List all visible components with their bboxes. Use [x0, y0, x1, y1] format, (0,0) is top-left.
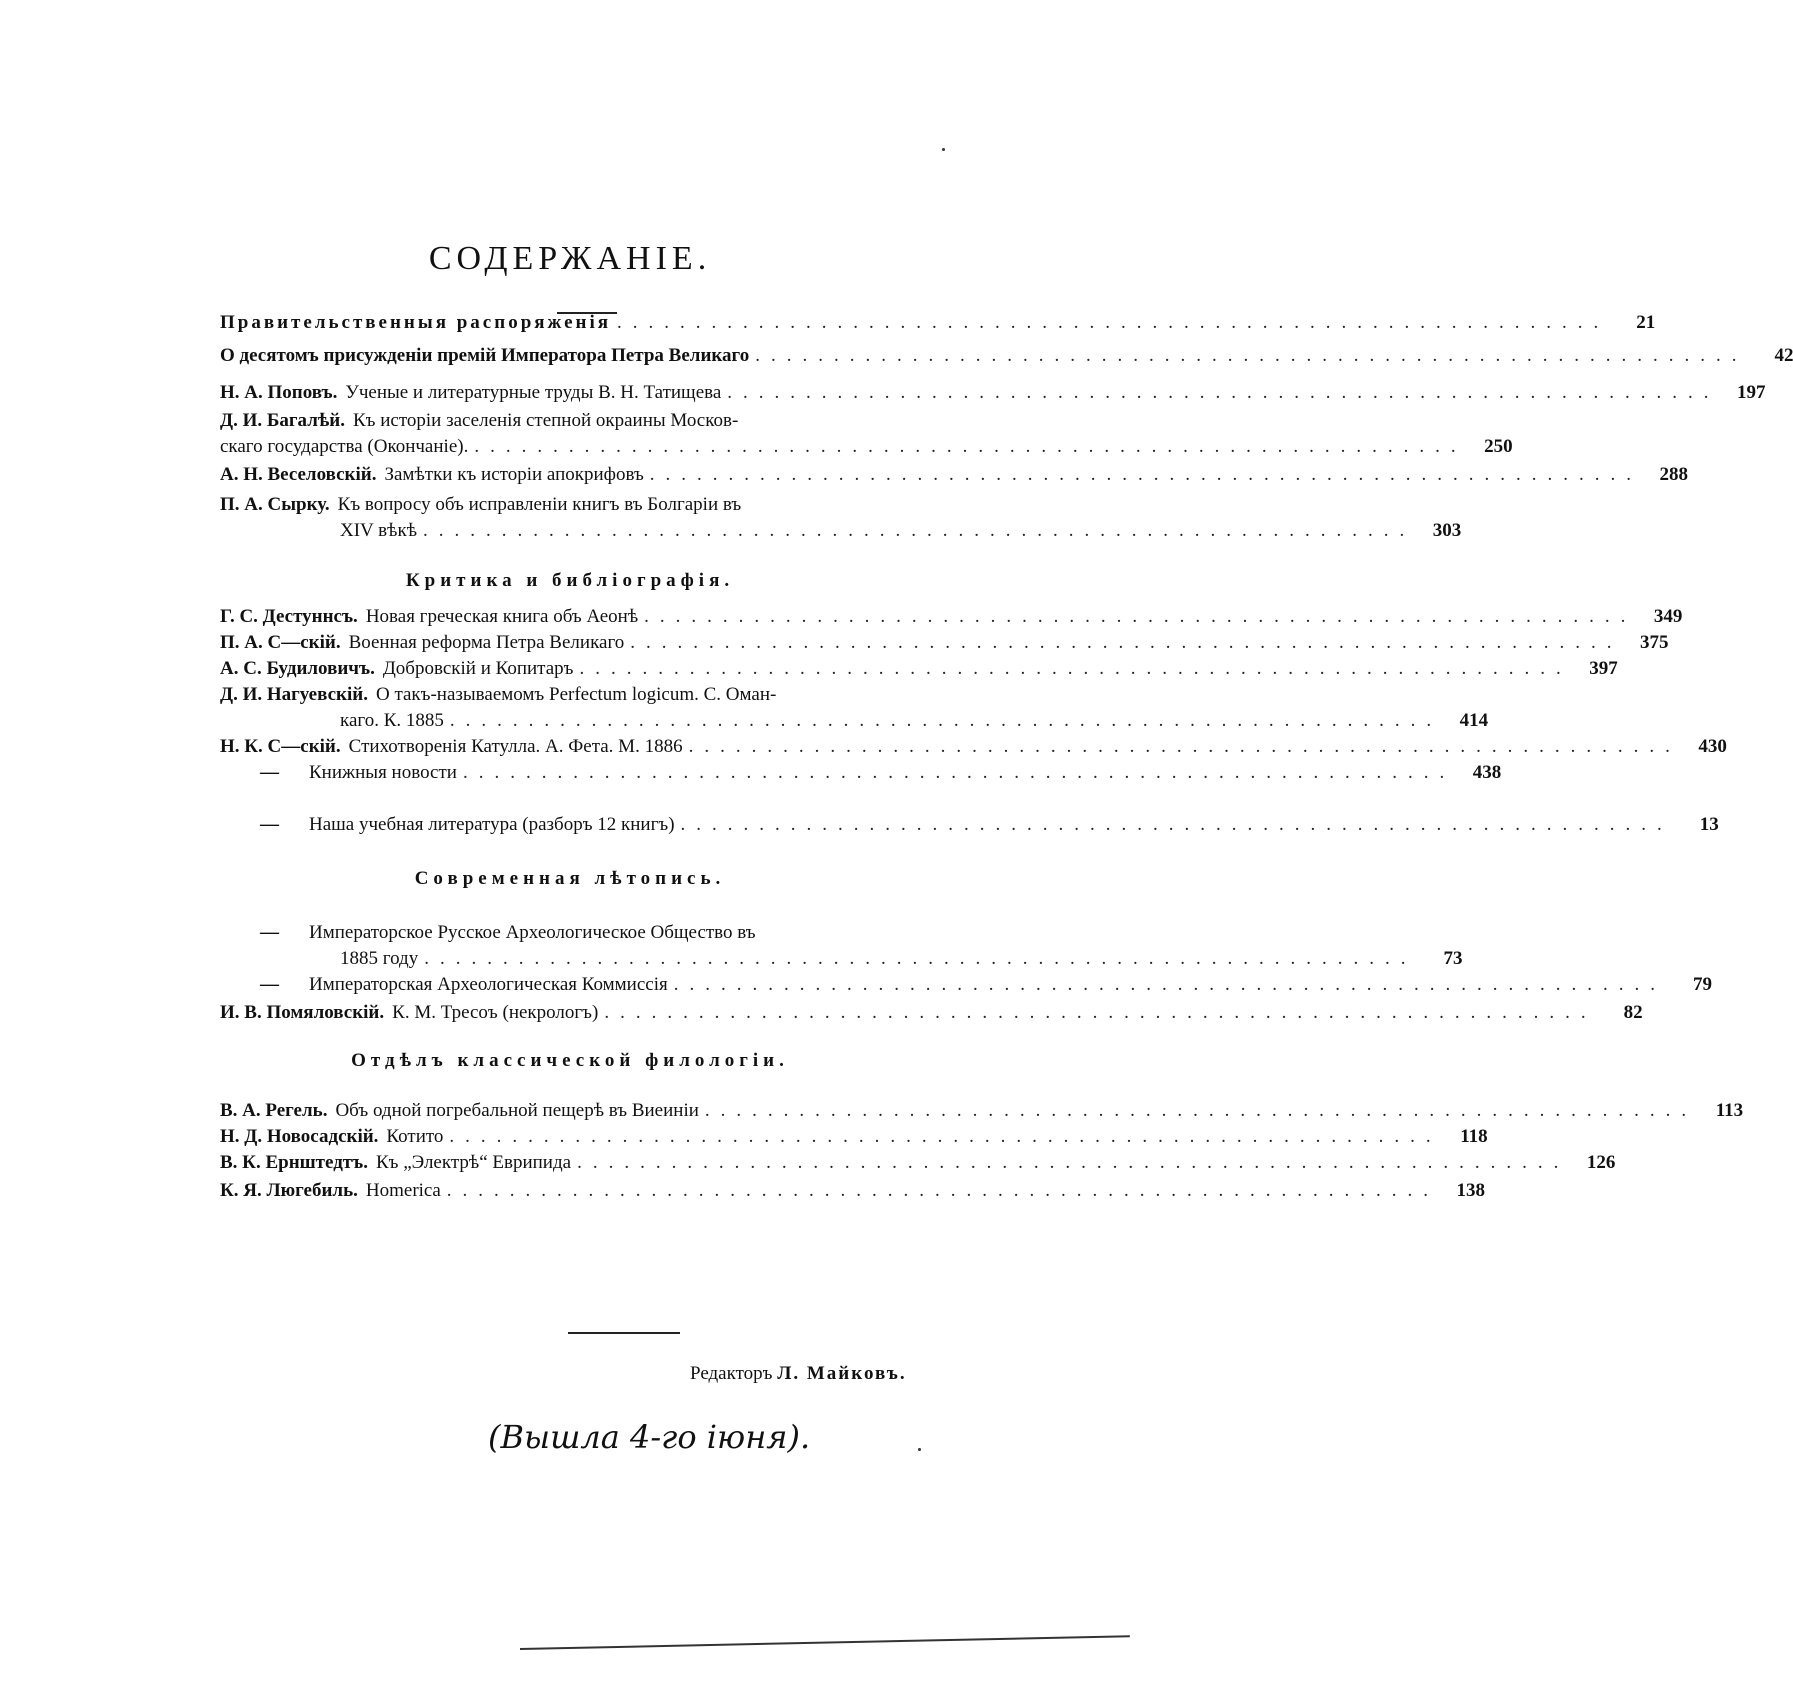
toc-entry	[220, 972, 1712, 998]
section-heading-classical: Отдѣлъ классической филологіи.	[351, 1050, 789, 1071]
toc-entry	[220, 682, 1489, 734]
entry-title: Ученые и литературные труды В. Н. Татищева	[345, 382, 722, 403]
ink-speck	[942, 148, 945, 151]
entry-title: Объ одной погребальной пещерѣ въ Виеиніи	[335, 1100, 699, 1121]
entry-title: Къ вопросу объ исправленіи книгъ въ Болгаріи въ	[337, 494, 742, 515]
toc-entry	[220, 734, 1727, 760]
leader-dots: ...............................................................	[424, 948, 1417, 969]
toc-entry	[220, 408, 1513, 460]
toc-entry	[220, 462, 1689, 488]
page-number: 397	[1589, 658, 1618, 679]
toc-entry	[220, 343, 1793, 369]
editor-name: Л. Майковъ.	[777, 1363, 907, 1384]
page-number: 438	[1472, 762, 1502, 783]
entry-title-cont: скаго государства (Окончаніе).	[220, 436, 469, 457]
entry-title: Наша учебная литература (разборъ 12 книгъ)	[309, 814, 675, 835]
entry-title: Книжныя новости	[309, 762, 457, 783]
leader-dots: ...............................................................	[423, 520, 1416, 541]
page-number: 118	[1460, 1126, 1488, 1147]
entry-author: Д. И. Багалѣй.	[220, 410, 345, 431]
page-title: СОДЕРЖАНІЕ.	[428, 240, 712, 277]
entry-title: К. М. Тресоъ (некрологъ)	[392, 1002, 599, 1023]
entry-title: О десятомъ присужденіи премій Императора Петра Великаго	[220, 345, 750, 366]
entry-author: К. Я. Люгебиль.	[220, 1180, 358, 1201]
toc-entry	[220, 630, 1669, 656]
entry-title: Homerica	[365, 1180, 441, 1201]
section-heading-critique: Критика и библіографія.	[405, 570, 735, 591]
toc-entry	[220, 604, 1683, 630]
entry-title: Къ „Электрѣ“ Еврипида	[375, 1152, 572, 1173]
leader-dots: ...............................................................	[462, 762, 1456, 783]
page-number: 414	[1459, 710, 1489, 731]
toc-entry	[220, 1150, 1616, 1176]
entry-author: И. В. Помяловскій.	[220, 1002, 385, 1023]
page-number: 113	[1715, 1100, 1744, 1121]
entry-title: Императорское Русское Археологическое Общество въ	[309, 922, 756, 943]
toc-entry	[220, 656, 1618, 682]
page-number: 13	[1699, 814, 1719, 835]
entry-dash: —	[260, 762, 279, 783]
entry-author: В. А. Регель.	[220, 1100, 328, 1121]
section-heading-inline: Правительственныя распоряженія	[220, 312, 612, 333]
page-number: 303	[1432, 520, 1462, 541]
toc-entry	[220, 920, 1463, 972]
entry-author: Д. И. Нагуевскій.	[220, 684, 368, 705]
toc-entry	[220, 1000, 1643, 1026]
editor-label: Редакторъ	[690, 1363, 773, 1384]
leader-dots: ...............................................................	[604, 1002, 1597, 1023]
leader-dots: ...............................................................	[449, 1126, 1442, 1147]
entry-title-cont: каго. К. 1885	[340, 710, 444, 731]
leader-dots: ...............................................................	[727, 382, 1720, 403]
leader-dots: ...............................................................	[617, 312, 1610, 333]
entry-title: Новая греческая книга объ Аеонѣ	[365, 606, 639, 627]
entry-author: Н. Д. Новосадскій.	[220, 1126, 379, 1147]
leader-dots: ...............................................................	[474, 436, 1467, 457]
toc-entry	[220, 1178, 1486, 1204]
page-number: 375	[1640, 632, 1669, 653]
toc-entry	[220, 1098, 1744, 1124]
entry-title: О такъ-называемомъ Perfectum logicum. С. Оман-	[375, 684, 777, 705]
entry-author: П. А. С—скій.	[220, 632, 341, 653]
entry-title: Котито	[386, 1126, 444, 1147]
page-number: 126	[1586, 1152, 1616, 1173]
entry-author: А. Н. Веселовскій.	[220, 464, 377, 485]
leader-dots: ...............................................................	[704, 1100, 1698, 1121]
ink-speck	[918, 1448, 921, 1451]
entry-author: Н. К. С—скій.	[220, 736, 341, 757]
section-heading-chronicle: Современная лѣтопись.	[414, 868, 726, 889]
page-number: 250	[1484, 436, 1513, 457]
leader-dots: ...............................................................	[644, 606, 1637, 627]
entry-title: Военная реформа Петра Великаго	[348, 632, 625, 653]
entry-author: А. С. Будиловичъ.	[220, 658, 375, 679]
page-number: 288	[1659, 464, 1689, 485]
entry-dash: —	[260, 814, 279, 835]
entry-dash: —	[260, 922, 279, 943]
entry-title: Замѣтки къ исторіи апокрифовъ	[384, 464, 644, 485]
leader-dots: ...............................................................	[680, 814, 1673, 835]
leader-dots: ...............................................................	[688, 736, 1681, 757]
end-divider	[568, 1332, 680, 1334]
entry-dash: —	[260, 974, 279, 995]
toc-entry	[220, 310, 1656, 336]
entry-author: В. К. Ернштедтъ.	[220, 1152, 368, 1173]
page-number: 430	[1698, 736, 1727, 757]
page-number: 21	[1636, 312, 1656, 333]
page-number: 79	[1693, 974, 1712, 995]
toc-entry	[220, 1124, 1488, 1150]
toc-entry	[220, 760, 1502, 786]
entry-title-cont: 1885 году	[340, 948, 419, 969]
entry-author: Г. С. Дестуннсъ.	[220, 606, 358, 627]
handwritten-note: (Вышла 4-го іюня).	[488, 1418, 811, 1456]
leader-dots: ...............................................................	[577, 1152, 1570, 1173]
editor-line	[690, 1363, 907, 1385]
page-number: 197	[1737, 382, 1766, 403]
entry-author: П. А. Сырку.	[220, 494, 330, 515]
page-number: 138	[1456, 1180, 1486, 1201]
entry-title-cont: XIV вѣкѣ	[340, 520, 418, 541]
leader-dots: ...............................................................	[673, 974, 1666, 995]
toc-entry	[220, 492, 1462, 544]
page-number: 42	[1774, 345, 1793, 366]
entry-title: Добровскій и Копитаръ	[382, 658, 574, 679]
entry-author: Н. А. Поповъ.	[220, 382, 338, 403]
page-number: 73	[1443, 948, 1463, 969]
leader-dots: ...............................................................	[579, 658, 1572, 679]
leader-dots: ...............................................................	[755, 345, 1748, 366]
leader-dots: ...............................................................	[649, 464, 1643, 485]
entry-title: Императорская Археологическая Коммиссія	[309, 974, 668, 995]
leader-dots: ...............................................................	[446, 1180, 1440, 1201]
page-number: 349	[1653, 606, 1683, 627]
entry-title: Къ исторіи заселенія степной окраины Москов-	[352, 410, 739, 431]
page-number: 82	[1623, 1002, 1643, 1023]
bottom-rule	[520, 1635, 1130, 1650]
toc-entry	[220, 380, 1766, 406]
leader-dots: ...............................................................	[449, 710, 1443, 731]
leader-dots: ...............................................................	[630, 632, 1623, 653]
entry-title: Стихотворенія Катулла. А. Фета. М. 1886	[348, 736, 683, 757]
toc-entry	[220, 812, 1719, 838]
